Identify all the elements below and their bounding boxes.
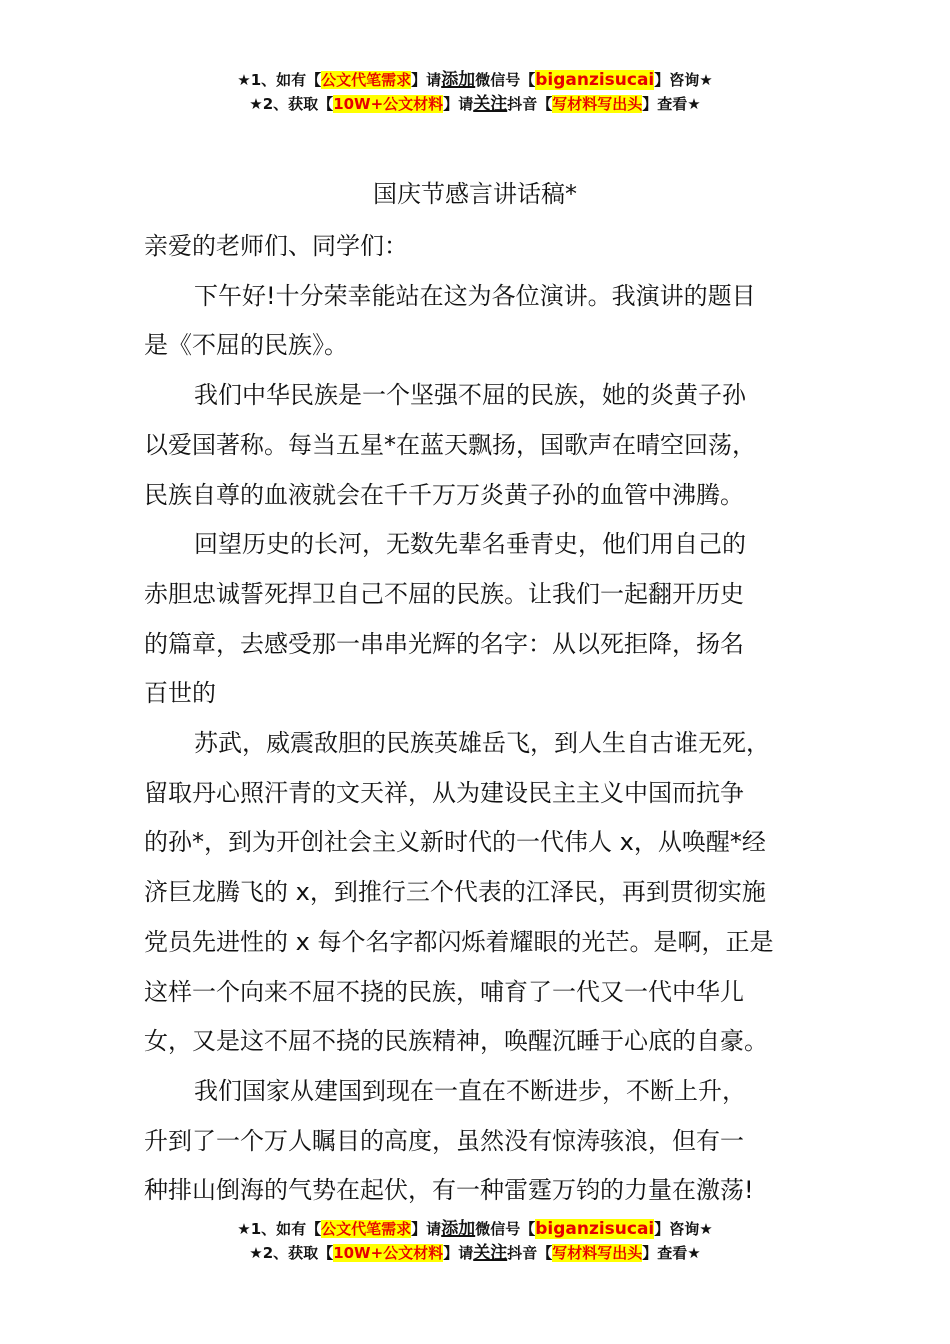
promo-highlight-service: 公文代笔需求	[321, 1220, 412, 1238]
promo-underlined-follow: 关注	[473, 94, 508, 114]
promo-text: 】请	[443, 95, 474, 113]
promo-text: 】请	[411, 71, 442, 89]
promo-line-2	[0, 92, 950, 116]
body-line: 是《不屈的民族》。	[144, 331, 348, 360]
promo-text: 抖音【	[507, 1244, 553, 1262]
body-line: 济巨龙腾飞的 x，到推行三个代表的江泽民，再到贯彻实施	[144, 878, 766, 907]
promo-line-1	[0, 68, 950, 92]
body-line: 以爱国著称。每当五星*在蓝天飘扬，国歌声在晴空回荡，	[144, 430, 756, 459]
promo-underlined-add: 添加	[441, 70, 476, 90]
promo-highlight-wechat-id: biganzisucai	[535, 70, 655, 90]
promo-highlight-douyin: 写材料写出头	[552, 95, 643, 113]
promo-highlight-materials: 10W+公文材料	[333, 95, 444, 113]
promo-banner-top	[0, 68, 950, 116]
body-line: 我们中华民族是一个坚强不屈的民族，她的炎黄子孙	[194, 381, 746, 410]
body-line: 百世的	[144, 679, 216, 708]
promo-text: 1、如有【	[250, 1220, 322, 1238]
promo-text: 】咨询★	[654, 71, 713, 89]
promo-line-2	[0, 1241, 950, 1265]
promo-text: 】查看★	[642, 1244, 701, 1262]
body-line: 种排山倒海的气势在起伏，有一种雷霆万钧的力量在激荡!	[144, 1176, 754, 1205]
promo-banner-bottom	[0, 1217, 950, 1265]
salutation: 亲爱的老师们、同学们：	[144, 232, 408, 260]
star-icon: ★	[249, 95, 263, 113]
body-line: 的孙*，到为开创社会主义新时代的一代伟人 x，从唤醒*经	[144, 828, 766, 857]
promo-text: 】请	[411, 1220, 442, 1238]
body-line: 苏武，威震敌胆的民族英雄岳飞，到人生自古谁无死，	[194, 729, 770, 758]
document-body	[144, 222, 824, 1216]
body-line: 女，又是这不屈不挠的民族精神，唤醒沉睡于心底的自豪。	[144, 1027, 768, 1056]
body-line: 赤胆忠诚誓死捍卫自己不屈的民族。让我们一起翻开历史	[144, 579, 744, 608]
body-line: 民族自尊的血液就会在千千万万炎黄子孙的血管中沸腾。	[144, 480, 744, 509]
body-line: 党员先进性的 x 每个名字都闪烁着耀眼的光芒。是啊，正是	[144, 927, 774, 956]
document-title: 国庆节感言讲话稿*	[373, 180, 577, 208]
promo-underlined-add: 添加	[441, 1219, 476, 1239]
promo-text: 】咨询★	[654, 1220, 713, 1238]
promo-highlight-materials: 10W+公文材料	[333, 1244, 444, 1262]
promo-text: 】请	[443, 1244, 474, 1262]
star-icon: ★	[237, 71, 251, 89]
body-line: 升到了一个万人瞩目的高度，虽然没有惊涛骇浪，但有一	[144, 1126, 744, 1155]
body-line: 留取丹心照汗青的文天祥，从为建设民主主义中国而抗争	[144, 778, 744, 807]
promo-text: 2、获取【	[262, 1244, 334, 1262]
promo-line-1	[0, 1217, 950, 1241]
promo-text: 2、获取【	[262, 95, 334, 113]
promo-text: 】查看★	[642, 95, 701, 113]
promo-highlight-wechat-id: biganzisucai	[535, 1219, 655, 1239]
body-line: 这样一个向来不屈不挠的民族，哺育了一代又一代中华儿	[144, 977, 744, 1006]
promo-text: 1、如有【	[250, 71, 322, 89]
promo-highlight-service: 公文代笔需求	[321, 71, 412, 89]
star-icon: ★	[237, 1220, 251, 1238]
body-line: 下午好!十分荣幸能站在这为各位演讲。我演讲的题目	[194, 281, 756, 310]
promo-text: 抖音【	[507, 95, 553, 113]
body-line: 回望历史的长河，无数先辈名垂青史，他们用自己的	[194, 530, 746, 559]
star-icon: ★	[249, 1244, 263, 1262]
body-line: 我们国家从建国到现在一直在不断进步，不断上升，	[194, 1076, 746, 1105]
promo-underlined-follow: 关注	[473, 1243, 508, 1263]
body-line: 的篇章，去感受那一串串光辉的名字：从以死拒降，扬名	[144, 629, 744, 658]
promo-text: 微信号【	[475, 1220, 536, 1238]
promo-highlight-douyin: 写材料写出头	[552, 1244, 643, 1262]
promo-text: 微信号【	[475, 71, 536, 89]
